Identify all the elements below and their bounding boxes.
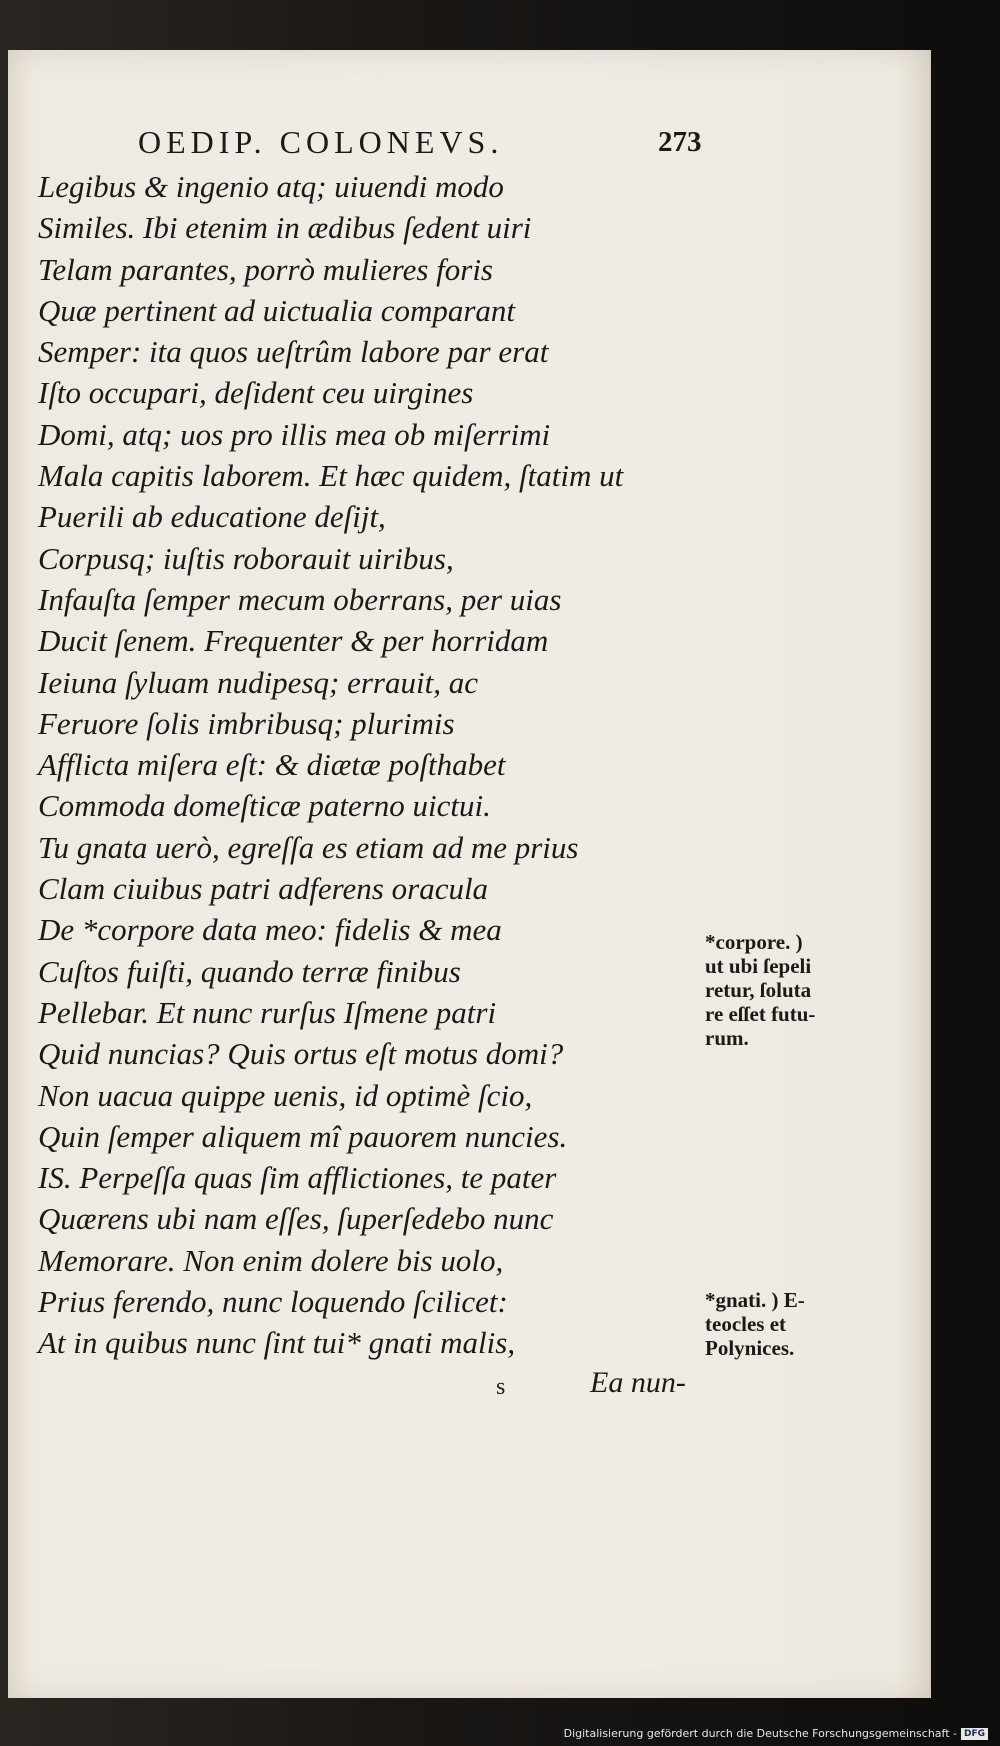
gloss-line: *gnati. ) E- <box>705 1288 805 1312</box>
gloss-line: rum. <box>705 1026 749 1050</box>
verse-line: Pellebar. Et nunc rurſus Iſmene patri <box>38 994 497 1030</box>
gloss-line: *corpore. ) <box>705 930 803 954</box>
verse-line: Non uacua quippe uenis, id optimè ſcio, <box>38 1077 533 1113</box>
verse-line: Quæ pertinent ad uictualia comparant <box>38 292 516 328</box>
verse-line: Afflicta miſera eſt: & diætæ poſthabet <box>38 747 506 783</box>
gloss-line: re eſſet futu- <box>705 1002 816 1026</box>
verse-line: Iſto occupari, deſident ceu uirgines <box>38 375 474 411</box>
gloss-line: retur, ſoluta <box>705 978 812 1002</box>
verse-line: De *corpore data meo: fidelis & mea <box>38 912 502 948</box>
gloss-line: Polynices. <box>705 1336 795 1360</box>
verse-line: Puerili ab educatione deſijt, <box>38 499 386 535</box>
verse-line: Feruore ſolis imbribusq; plurimis <box>38 705 455 741</box>
verse-line: Commoda domeſticæ paterno uictui. <box>38 788 491 824</box>
verse-line: Quid nuncias? Quis ortus eſt motus domi? <box>38 1036 564 1072</box>
dfg-logo: DFG <box>961 1728 988 1740</box>
verse-line: Tu gnata uerò, egreſſa es etiam ad me prius <box>38 829 579 865</box>
marginal-gloss-gnati <box>705 1288 805 1360</box>
gloss-line: teocles et <box>705 1312 787 1336</box>
verse-text <box>38 166 638 1364</box>
digitization-credit <box>564 1727 988 1740</box>
verse-line: IS. Perpeſſa quas ſim afflictiones, te pater <box>38 1160 557 1196</box>
marginal-gloss-corpore <box>705 930 815 1050</box>
verse-line: Ducit ſenem. Frequenter & per horridam <box>38 623 549 659</box>
verse-line: Telam parantes, porrò mulieres foris <box>38 251 493 287</box>
verse-line: Memorare. Non enim dolere bis uolo, <box>38 1242 504 1278</box>
verse-line: At in quibus nunc ſint tui* gnati malis, <box>38 1325 516 1361</box>
page-number: 273 <box>658 126 702 158</box>
signature-mark: s <box>496 1374 506 1400</box>
verse-line: Infauſta ſemper mecum oberrans, per uias <box>38 581 562 617</box>
verse-line: Similes. Ibi etenim in ædibus ſedent uiri <box>38 210 532 246</box>
running-title: OEDIP. COLONEVS. <box>138 124 504 160</box>
verse-line: Quærens ubi nam eſſes, ſuperſedebo nunc <box>38 1201 554 1237</box>
catchword: Ea nun- <box>590 1366 686 1399</box>
verse-line: Ieiuna ſyluam nudipesq; errauit, ac <box>38 664 478 700</box>
verse-line: Quin ſemper aliquem mî pauorem nuncies. <box>38 1118 568 1154</box>
verse-line: Domi, atq; uos pro illis mea ob miſerrimi <box>38 416 551 452</box>
verse-line: Prius ferendo, nunc loquendo ſcilicet: <box>38 1284 508 1320</box>
verse-line: Legibus & ingenio atq; uiuendi modo <box>38 169 504 204</box>
verse-line: Clam ciuibus patri adferens oracula <box>38 871 489 907</box>
verse-line: Cuſtos fuiſti, quando terræ finibus <box>38 953 461 989</box>
credit-text: Digitalisierung gefördert durch die Deutsche Forschungsgemeinschaft - <box>563 1727 957 1740</box>
verse-line: Corpusq; iuſtis roborauit uiribus, <box>38 540 454 576</box>
verse-line: Mala capitis laborem. Et hæc quidem, ſtatim ut <box>38 458 624 494</box>
gloss-line: ut ubi ſepeli <box>705 954 812 978</box>
verse-line: Semper: ita quos ueſtrûm labore par erat <box>38 334 549 370</box>
